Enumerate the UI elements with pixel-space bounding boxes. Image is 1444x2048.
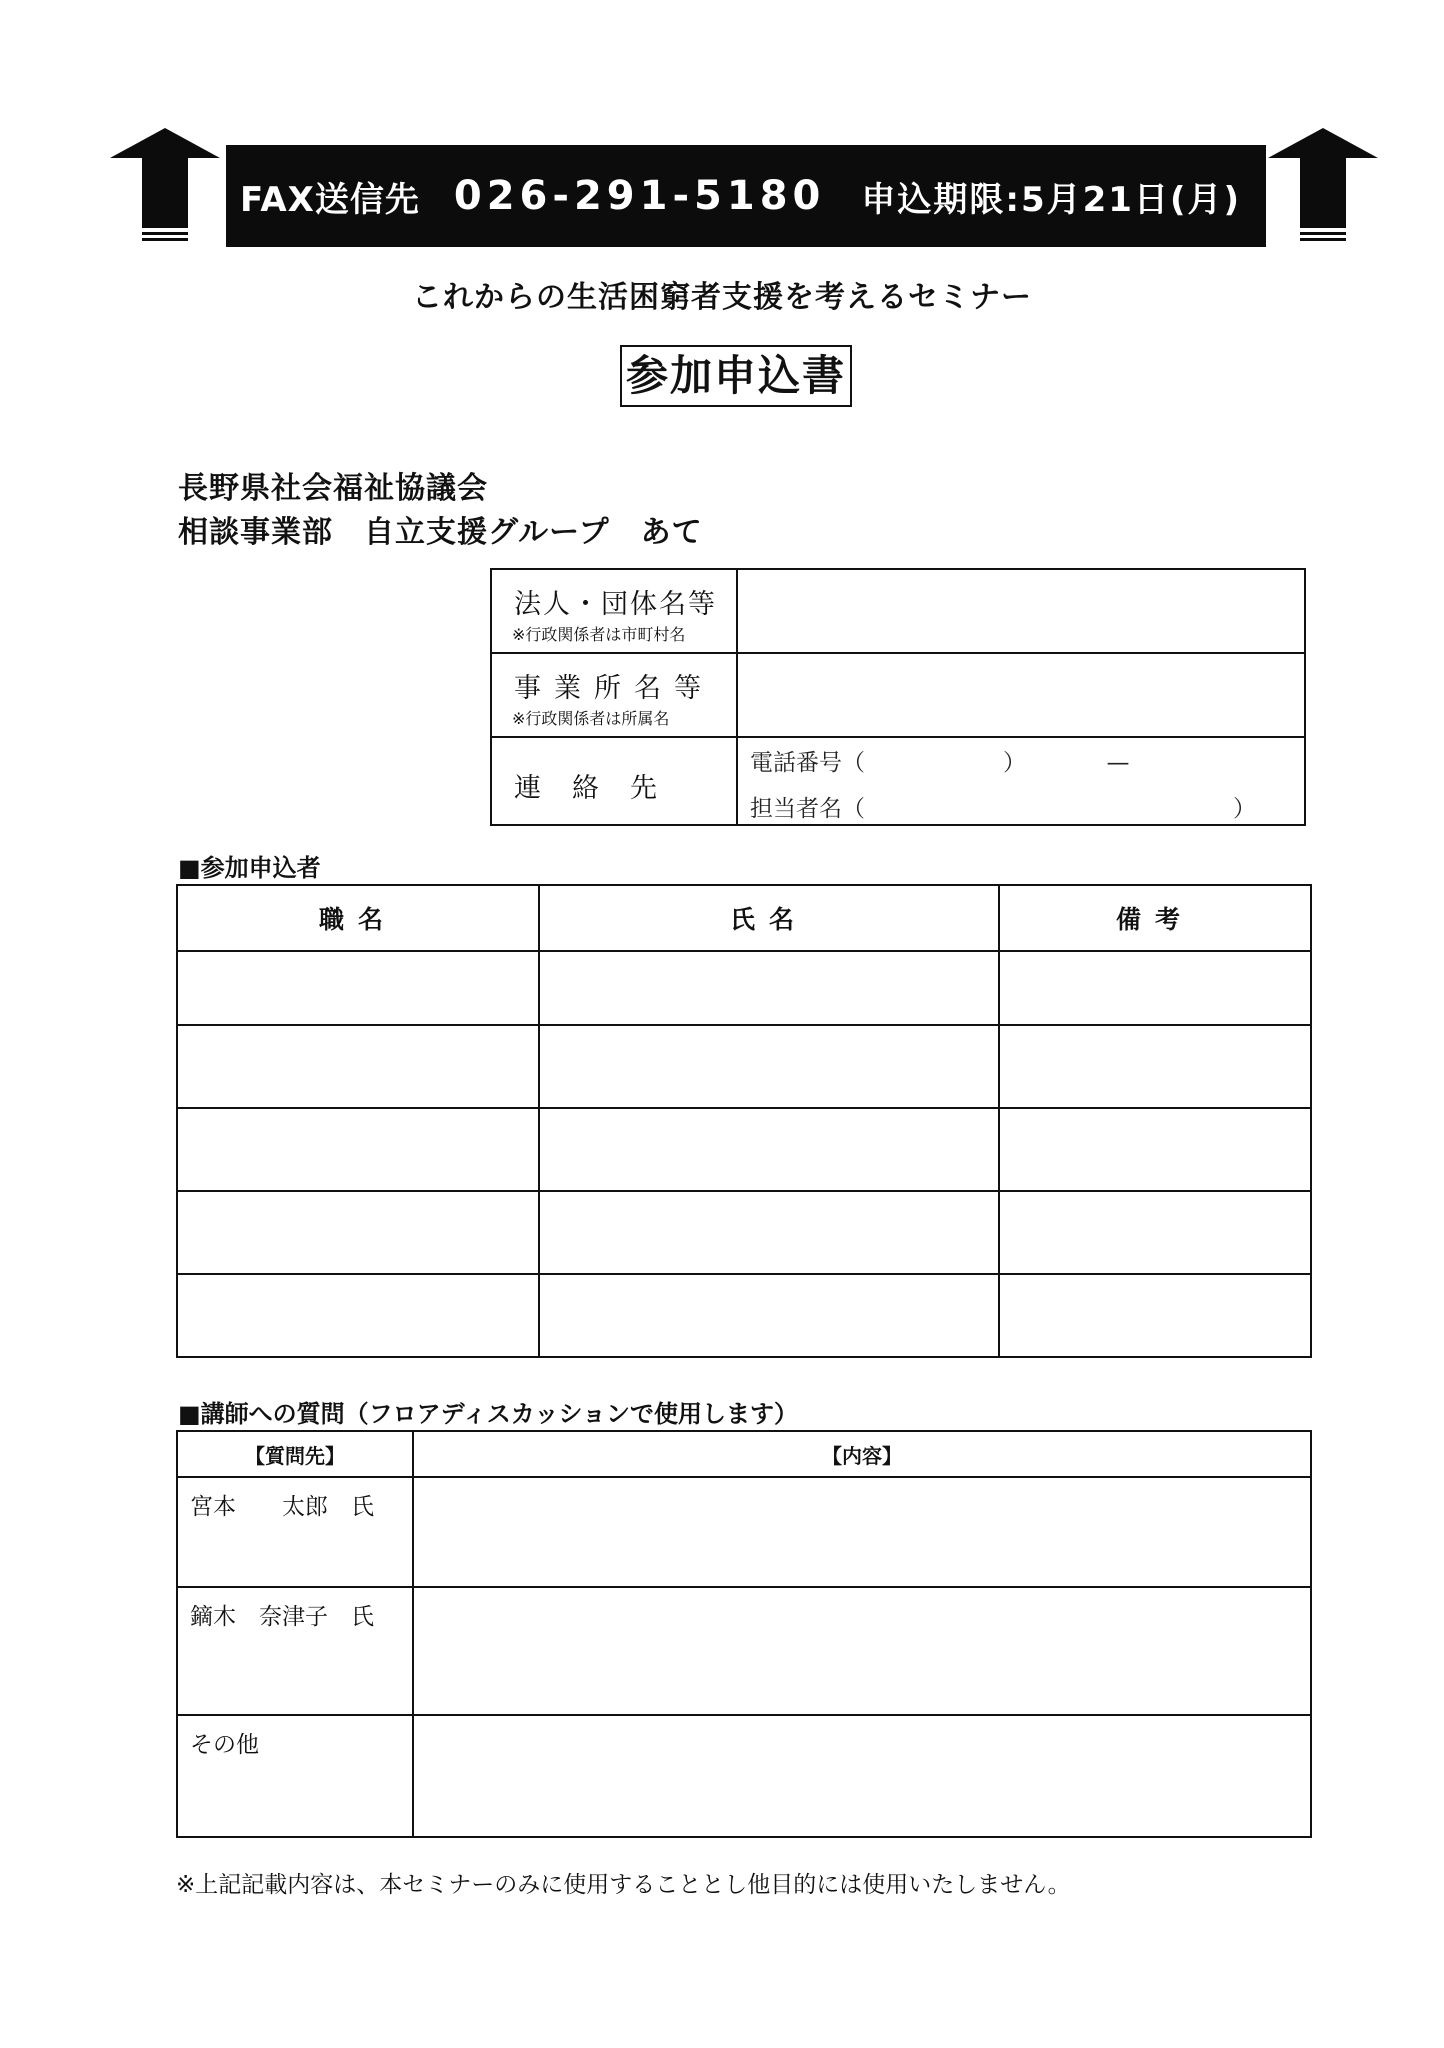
table-row <box>177 1274 1311 1357</box>
deadline: 申込期限:5月21日(月) <box>861 179 1242 220</box>
corp-label: 法人・団体名等 <box>514 589 717 620</box>
form-title: 参加申込書 <box>620 345 852 407</box>
position-input[interactable] <box>177 951 539 1025</box>
remarks-input[interactable] <box>999 1274 1311 1357</box>
corp-label-cell <box>492 570 738 652</box>
remarks-input[interactable] <box>999 1025 1311 1108</box>
corp-note: ※行政関係者は市町村名 <box>512 625 686 644</box>
fax-number: 026-291-5180 <box>453 173 826 219</box>
participants-table <box>176 884 1312 1358</box>
name-input[interactable] <box>539 951 999 1025</box>
org-info-table <box>490 568 1306 826</box>
fax-banner <box>226 145 1266 247</box>
name-input[interactable] <box>539 1274 999 1357</box>
col-remarks: 備考 <box>999 885 1311 951</box>
questions-table <box>176 1430 1312 1838</box>
remarks-input[interactable] <box>999 951 1311 1025</box>
question-content-input[interactable] <box>413 1715 1311 1837</box>
contact-label: 連 絡 先 <box>514 773 659 804</box>
privacy-footnote: ※上記記載内容は、本セミナーのみに使用することとし他目的には使用いたしません。 <box>176 1872 1071 1898</box>
name-input[interactable] <box>539 1108 999 1191</box>
contact-row <box>492 738 1304 824</box>
table-row <box>177 1108 1311 1191</box>
position-input[interactable] <box>177 1191 539 1274</box>
question-row <box>177 1477 1311 1587</box>
position-input[interactable] <box>177 1108 539 1191</box>
table-row <box>177 1191 1311 1274</box>
contact-label-cell <box>492 738 738 824</box>
seminar-title: これからの生活困窮者支援を考えるセミナー <box>412 280 1032 315</box>
office-row <box>492 654 1304 738</box>
phone-field[interactable]: 電話番号（ ） — <box>750 750 1130 776</box>
question-target: 宮本 太郎 氏 <box>177 1477 413 1587</box>
col-name: 氏名 <box>539 885 999 951</box>
remarks-input[interactable] <box>999 1108 1311 1191</box>
corp-row <box>492 570 1304 654</box>
question-target: 鏑木 奈津子 氏 <box>177 1587 413 1715</box>
participants-heading: ■参加申込者 <box>178 854 321 882</box>
name-input[interactable] <box>539 1191 999 1274</box>
participants-header-row <box>177 885 1311 951</box>
addressee-org: 長野県社会福祉協議会 <box>178 471 488 506</box>
fax-label: FAX送信先 <box>240 179 420 220</box>
col-position: 職名 <box>177 885 539 951</box>
name-input[interactable] <box>539 1025 999 1108</box>
contact-person-field[interactable]: 担当者名（ ） <box>750 796 1256 822</box>
table-row <box>177 951 1311 1025</box>
col-question-target: 【質問先】 <box>177 1431 413 1477</box>
position-input[interactable] <box>177 1274 539 1357</box>
remarks-input[interactable] <box>999 1191 1311 1274</box>
questions-heading: ■講師への質問（フロアディスカッションで使用します） <box>178 1400 799 1428</box>
question-target: その他 <box>177 1715 413 1837</box>
up-arrow-left-icon <box>110 128 220 248</box>
table-row <box>177 1025 1311 1108</box>
up-arrow-right-icon <box>1268 128 1378 248</box>
position-input[interactable] <box>177 1025 539 1108</box>
question-content-input[interactable] <box>413 1477 1311 1587</box>
questions-header-row <box>177 1431 1311 1477</box>
question-row <box>177 1715 1311 1837</box>
question-content-input[interactable] <box>413 1587 1311 1715</box>
office-label: 事業所名等 <box>514 673 714 704</box>
office-note: ※行政関係者は所属名 <box>512 709 670 728</box>
office-label-cell <box>492 654 738 736</box>
addressee-dept: 相談事業部 自立支援グループ あて <box>178 515 703 550</box>
question-row <box>177 1587 1311 1715</box>
col-question-content: 【内容】 <box>413 1431 1311 1477</box>
